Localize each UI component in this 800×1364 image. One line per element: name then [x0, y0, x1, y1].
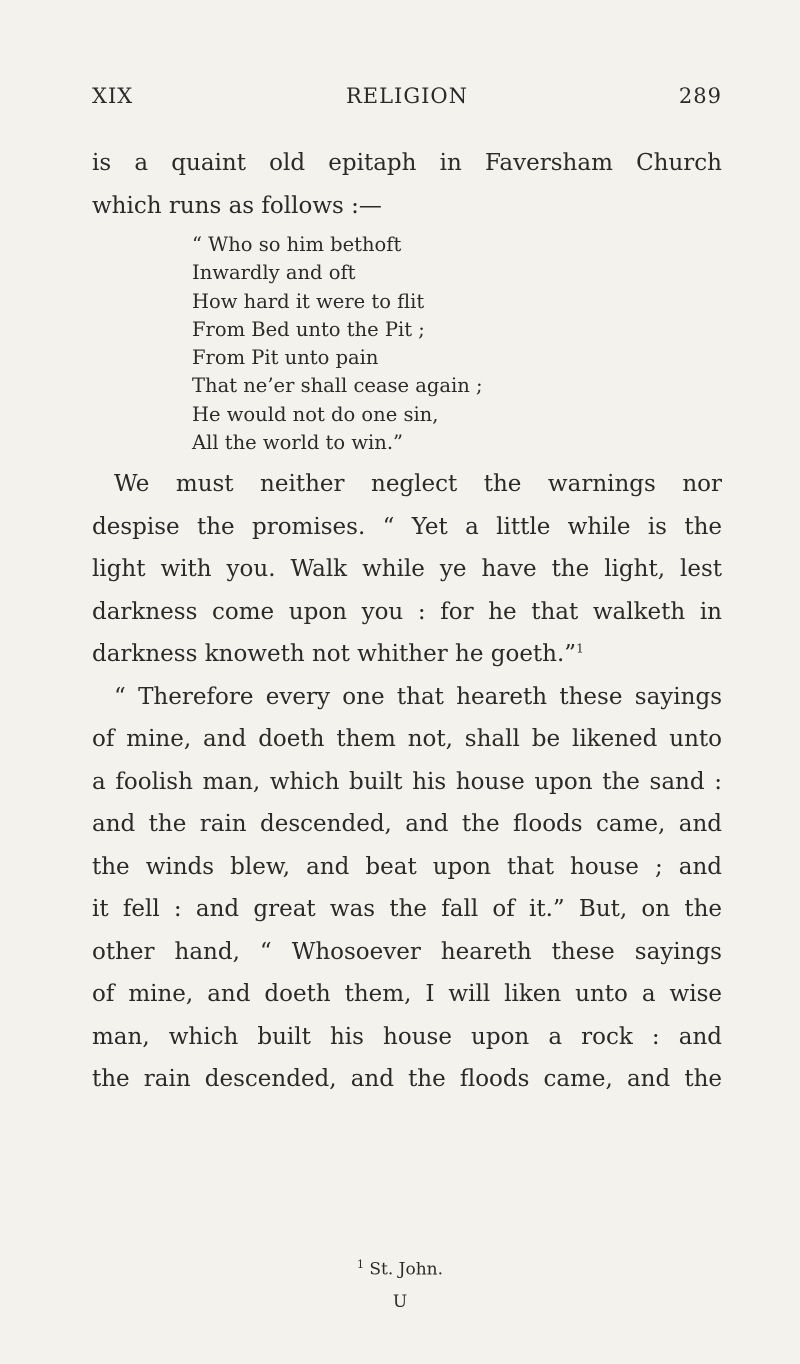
text-line: the rain descended, and the floods came, and the — [92, 1066, 722, 1093]
paragraph-intro — [92, 142, 722, 227]
text-line: light with you. Walk while ye have the light, lest — [92, 556, 722, 583]
footnote — [0, 1258, 800, 1280]
poem-line: Inwardly and oft — [192, 261, 356, 285]
footnote-text: St. John. — [369, 1259, 444, 1280]
text-line: darkness come upon you : for he that walketh in — [92, 598, 722, 625]
text-line: other hand, “ Whosoever heareth these sayings — [92, 938, 722, 965]
text-line: of mine, and doeth them not, shall be likened unto — [92, 726, 722, 753]
poem-line: From Bed unto the Pit ; — [192, 317, 425, 341]
poem-line: How hard it were to flit — [192, 289, 425, 313]
footnote-marker: 1 — [356, 1258, 364, 1271]
poem-line: “ Who so him bethoft — [192, 233, 402, 256]
text-line: which runs as follows :— — [92, 192, 382, 219]
poem-line: All the world to win.” — [192, 431, 403, 455]
text-line: of mine, and doeth them, I will liken unto a wise — [92, 981, 722, 1008]
poem-line: He would not do one sin, — [192, 402, 439, 426]
text-line: and the rain descended, and the floods came, and — [92, 811, 722, 838]
text-line: despise the promises. “ Yet a little while is the — [92, 513, 722, 540]
poem-line: That ne’er shall cease again ; — [192, 374, 483, 398]
text-line-content: darkness knoweth not whither he goeth.” — [92, 641, 577, 668]
text-line: man, which built his house upon a rock : and — [92, 1023, 722, 1050]
running-title: RELIGION — [345, 84, 469, 108]
page-number: 289 — [678, 84, 722, 108]
text-line — [92, 633, 722, 676]
signature-mark: U — [392, 1292, 408, 1312]
text-line: “ Therefore every one that heareth these sayings — [114, 683, 722, 710]
running-header — [92, 84, 722, 118]
text-line: is a quaint old epitaph in Faversham Church — [92, 150, 722, 176]
paragraph-therefore — [92, 676, 722, 1101]
footnote-reference[interactable]: 1 — [576, 641, 584, 656]
epitaph-poem — [92, 231, 722, 457]
text-line: We must neither neglect the warnings nor — [114, 471, 722, 498]
chapter-number: XIX — [92, 84, 134, 108]
text-line: a foolish man, which built his house upon the sand : — [92, 768, 722, 795]
paragraph-warnings — [92, 463, 722, 676]
text-line: the winds blew, and beat upon that house ; and — [92, 853, 722, 880]
poem-line: From Pit unto pain — [192, 346, 379, 370]
text-line: it fell : and great was the fall of it.” But, on the — [92, 896, 722, 923]
page-body — [92, 142, 722, 1101]
